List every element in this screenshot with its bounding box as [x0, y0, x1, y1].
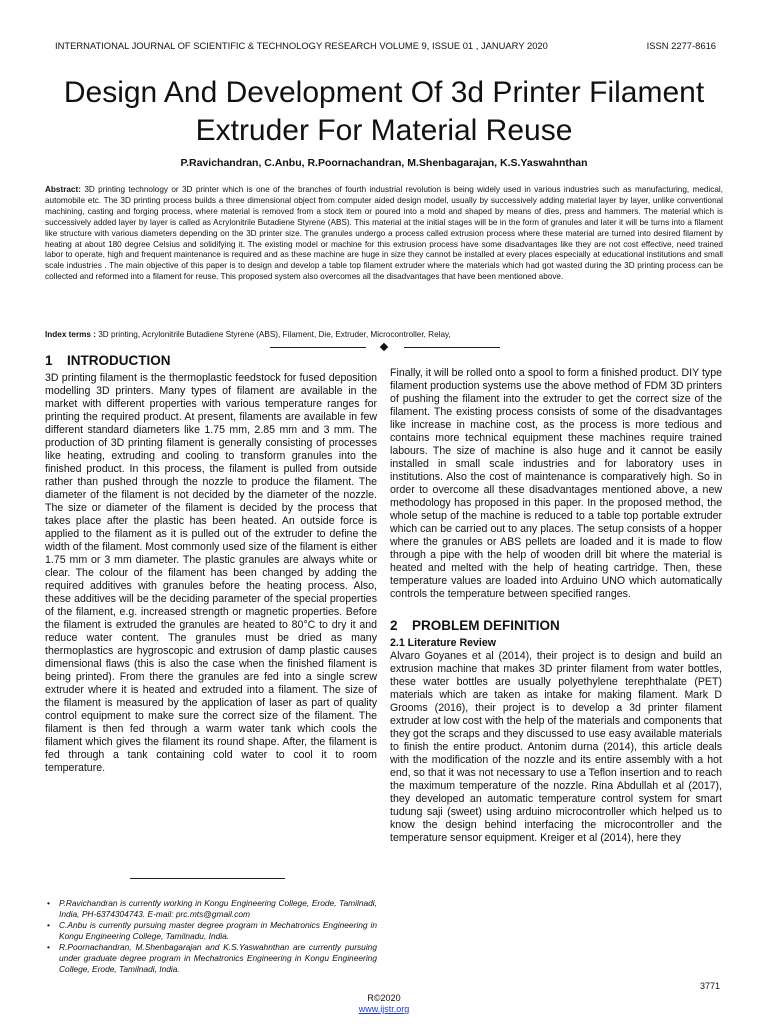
separator-line-left	[270, 347, 366, 348]
right-column	[390, 367, 722, 845]
section-heading-introduction	[45, 352, 377, 370]
index-terms	[45, 330, 723, 339]
introduction-continued-paragraph: Finally, it will be rolled onto a spool to form a finished product. DIY type filament production systems use the above method of FDM 3D printers of pushing the filament into the extruder to get the correct size of the filament. The existing process consists of some of the disadvantages like increase in machine cost, as the process is more tedious and contains more technical equipment these machines require trained labours. The size of machine is also huge and it cannot be easily installed in small scale industries and for laboratory uses in institutions. Also the cost of maintenance is comparatively high. So in order to overcome all these disadvantages mentioned above, a new methodology has proposed in this paper. In the proposed method, the whole setup of the machine is reduced to a table top portable extruder which can be carried out to any places. The setup consists of a hopper where the granules or ABS pellets are loaded and it is made to flow through a pipe with the help of wooden drill bit where the material is heated and melted with the help of heating cartridge. Then, these temperature values are loaded into Arduino UNO which automatically controls the temperature between specified ranges.	[390, 367, 722, 600]
section-number: 2	[390, 618, 398, 633]
literature-review-paragraph: Alvaro Goyanes et al (2014), their project is to design and build an extrusion machine that makes 3D printer filament from water bottles, these water bottles are usually polyethylene terephthalate (PET) materials which are taken as intake for making filament. Mark D Grooms (2016), their project is to develop a 3d printer filament extruder at low cost with the help of the materials and components that they got the scraps and they discussed to use easy available materials to finish the entire product. Antonim durna (2014), this article deals with the modification of the nozzle and its entire assembly with a hot end, so that it was not necessary to use a Teflon insertion and to reach the maximum temperature of the nozzle. Rina Abdullah et al (2017), they developed an automatic temperature control system for smart tudung saji (sweet) using arduino microcontroller which helped us to know the design behind interfacing the microcontroller and the temperature sensor equipment. Kreiger et al (2014), here they	[390, 650, 722, 844]
abstract-label: Abstract:	[45, 185, 81, 194]
separator-line-right	[404, 347, 500, 348]
journal-name: INTERNATIONAL JOURNAL OF SCIENTIFIC & TECHNOLOGY RESEARCH VOLUME 9, ISSUE 01 , JANUARY 2020	[55, 40, 548, 51]
footnote-item: • P.Ravichandran is currently working in Kongu Engineering College, Erode, Tamilnadi, India, PH-6374304743. E-mail: prc.mts@gmail.com	[59, 898, 377, 919]
footnotes	[45, 898, 377, 975]
footnote-item: • R.Poornachandran, M.Shenbagarajan and K.S.Yaswahnthan are currently pursuing under graduate degree program in Mechatronics Engineering in Kongu Engineering College, Erode, Tamilnadi, India.	[59, 942, 377, 974]
title-line-1: Design And Development Of 3d Printer Filament	[63, 76, 705, 109]
subsection-heading-literature-review: 2.1 Literature Review	[390, 637, 496, 649]
diamond-icon	[380, 343, 388, 351]
section-separator	[270, 344, 500, 352]
index-terms-label: Index terms :	[45, 330, 96, 339]
section-title: PROBLEM DEFINITION	[412, 618, 560, 633]
footnote-rule	[130, 878, 285, 879]
section-number: 1	[45, 353, 53, 368]
footnote-item: • C.Anbu is currently pursuing master degree program in Mechatronics Engineering in Kongu Engineering College, Tamilnadu, India.	[59, 920, 377, 941]
abstract-text: 3D printing technology or 3D printer which is one of the branches of fourth industrial revolution is being widely used in various industries such as manufacturing, medical, automobile etc. The 3D printing process builds a three dimensional object from computer aided design model, usually by successively adding material layer by layer, unlike conventional machining, casting and forging process, where material is removed from a stock item or poured into a mold and shaped by means of dies, press and hammers. The material which is successively added layer by layer is called as Acrylonitrile Butadiene Styrene (ABS). This material at the initial stages will be in the form of granules and later it will be turns into a filament like structure with various diameters depending on the 3D printer size. The granules undergo a process called extrusion process where these material are turned into desired filament by heating at about 180 degree Celsius and solidifying it. The existing model or machine for this extrusion process have some disadvantages like they are not cost effective, need trained labor to operate, high and frequent maintenance is required and as these machine are huge in size they cannot be installed at every places especially at educational institutions and small scale industries . The main objective of this paper is to design and develop a table top filament extruder where the materials which had got wasted during the 3D printing process can be collected and reformed into a filament for reuse. This proposed system also overcomes all the disadvantages that have been mentioned above.	[45, 185, 723, 282]
issn: ISSN 2277-8616	[646, 40, 716, 51]
journal-website-link[interactable]: www.ijstr.org	[358, 1004, 410, 1014]
copyright: R©2020	[367, 993, 401, 1003]
section-heading-problem-definition	[390, 617, 722, 635]
running-header	[55, 40, 716, 54]
paper-title	[30, 74, 738, 150]
title-line-2: Extruder For Material Reuse	[195, 114, 573, 147]
section-title: INTRODUCTION	[67, 353, 171, 368]
left-column	[45, 352, 377, 775]
page-number: 3771	[699, 981, 720, 991]
abstract	[45, 185, 723, 283]
introduction-paragraph: 3D printing filament is the thermoplastic feedstock for fused deposition modelling 3D printers. Many types of filament are available in the market with different properties with various temperature ranges for printing the required product. At present, filaments are available in few different standard diameters like 1.75 mm, 2.85 mm and 3 mm. The production of 3D printing filament is generally consisting of processes like heating, extruding and cooling to transform granules into the finished product. In this process, the filament is pulled from outside rather than pushed through the nozzle to produce the filament. The diameter of the filament is not decided by the diameter of the nozzle. The size or diameter of the filament is decided by the process that takes place after the plastic has been heated. An outside force is applied to the filament as it is pulled out of the extruder to define the width of the filament. Most commonly used size of the filament is either 1.75 mm or 3 mm diameter. The plastic granules are always white or clear. The colour of the filament has been changed by adding the required additives with granules before the heating process. Also, these additives will be the deciding parameter of the special properties of the filament, e.g. increased strength or magnetic properties. Before the filament is extruded the granules are heated to 80°C to dry it and reduce water content. The granules must be dried as many thermoplastics are hygroscopic and extrusion of damp plastic causes dimensional flaws (this is also the case when the finished filament is being printed). From there the granules are fed into a single screw extruder where it is heated and extruded into a filament. The size of the filament is measured by the application of laser as part of quality control equipment to make sure the correct size of the filament. The filament is then fed through a warm water tank which cools the filament which gives the filament its round shape. After, the filament is fed through a tank containing cold water to cool it to room temperature.	[45, 372, 377, 774]
index-terms-text: 3D printing, Acrylonitrile Butadiene Styrene (ABS), Filament, Die, Extruder, Microcontroller, Relay,	[98, 330, 451, 339]
author-list: P.Ravichandran, C.Anbu, R.Poornachandran, M.Shenbagarajan, K.S.Yaswahnthan	[180, 157, 588, 169]
